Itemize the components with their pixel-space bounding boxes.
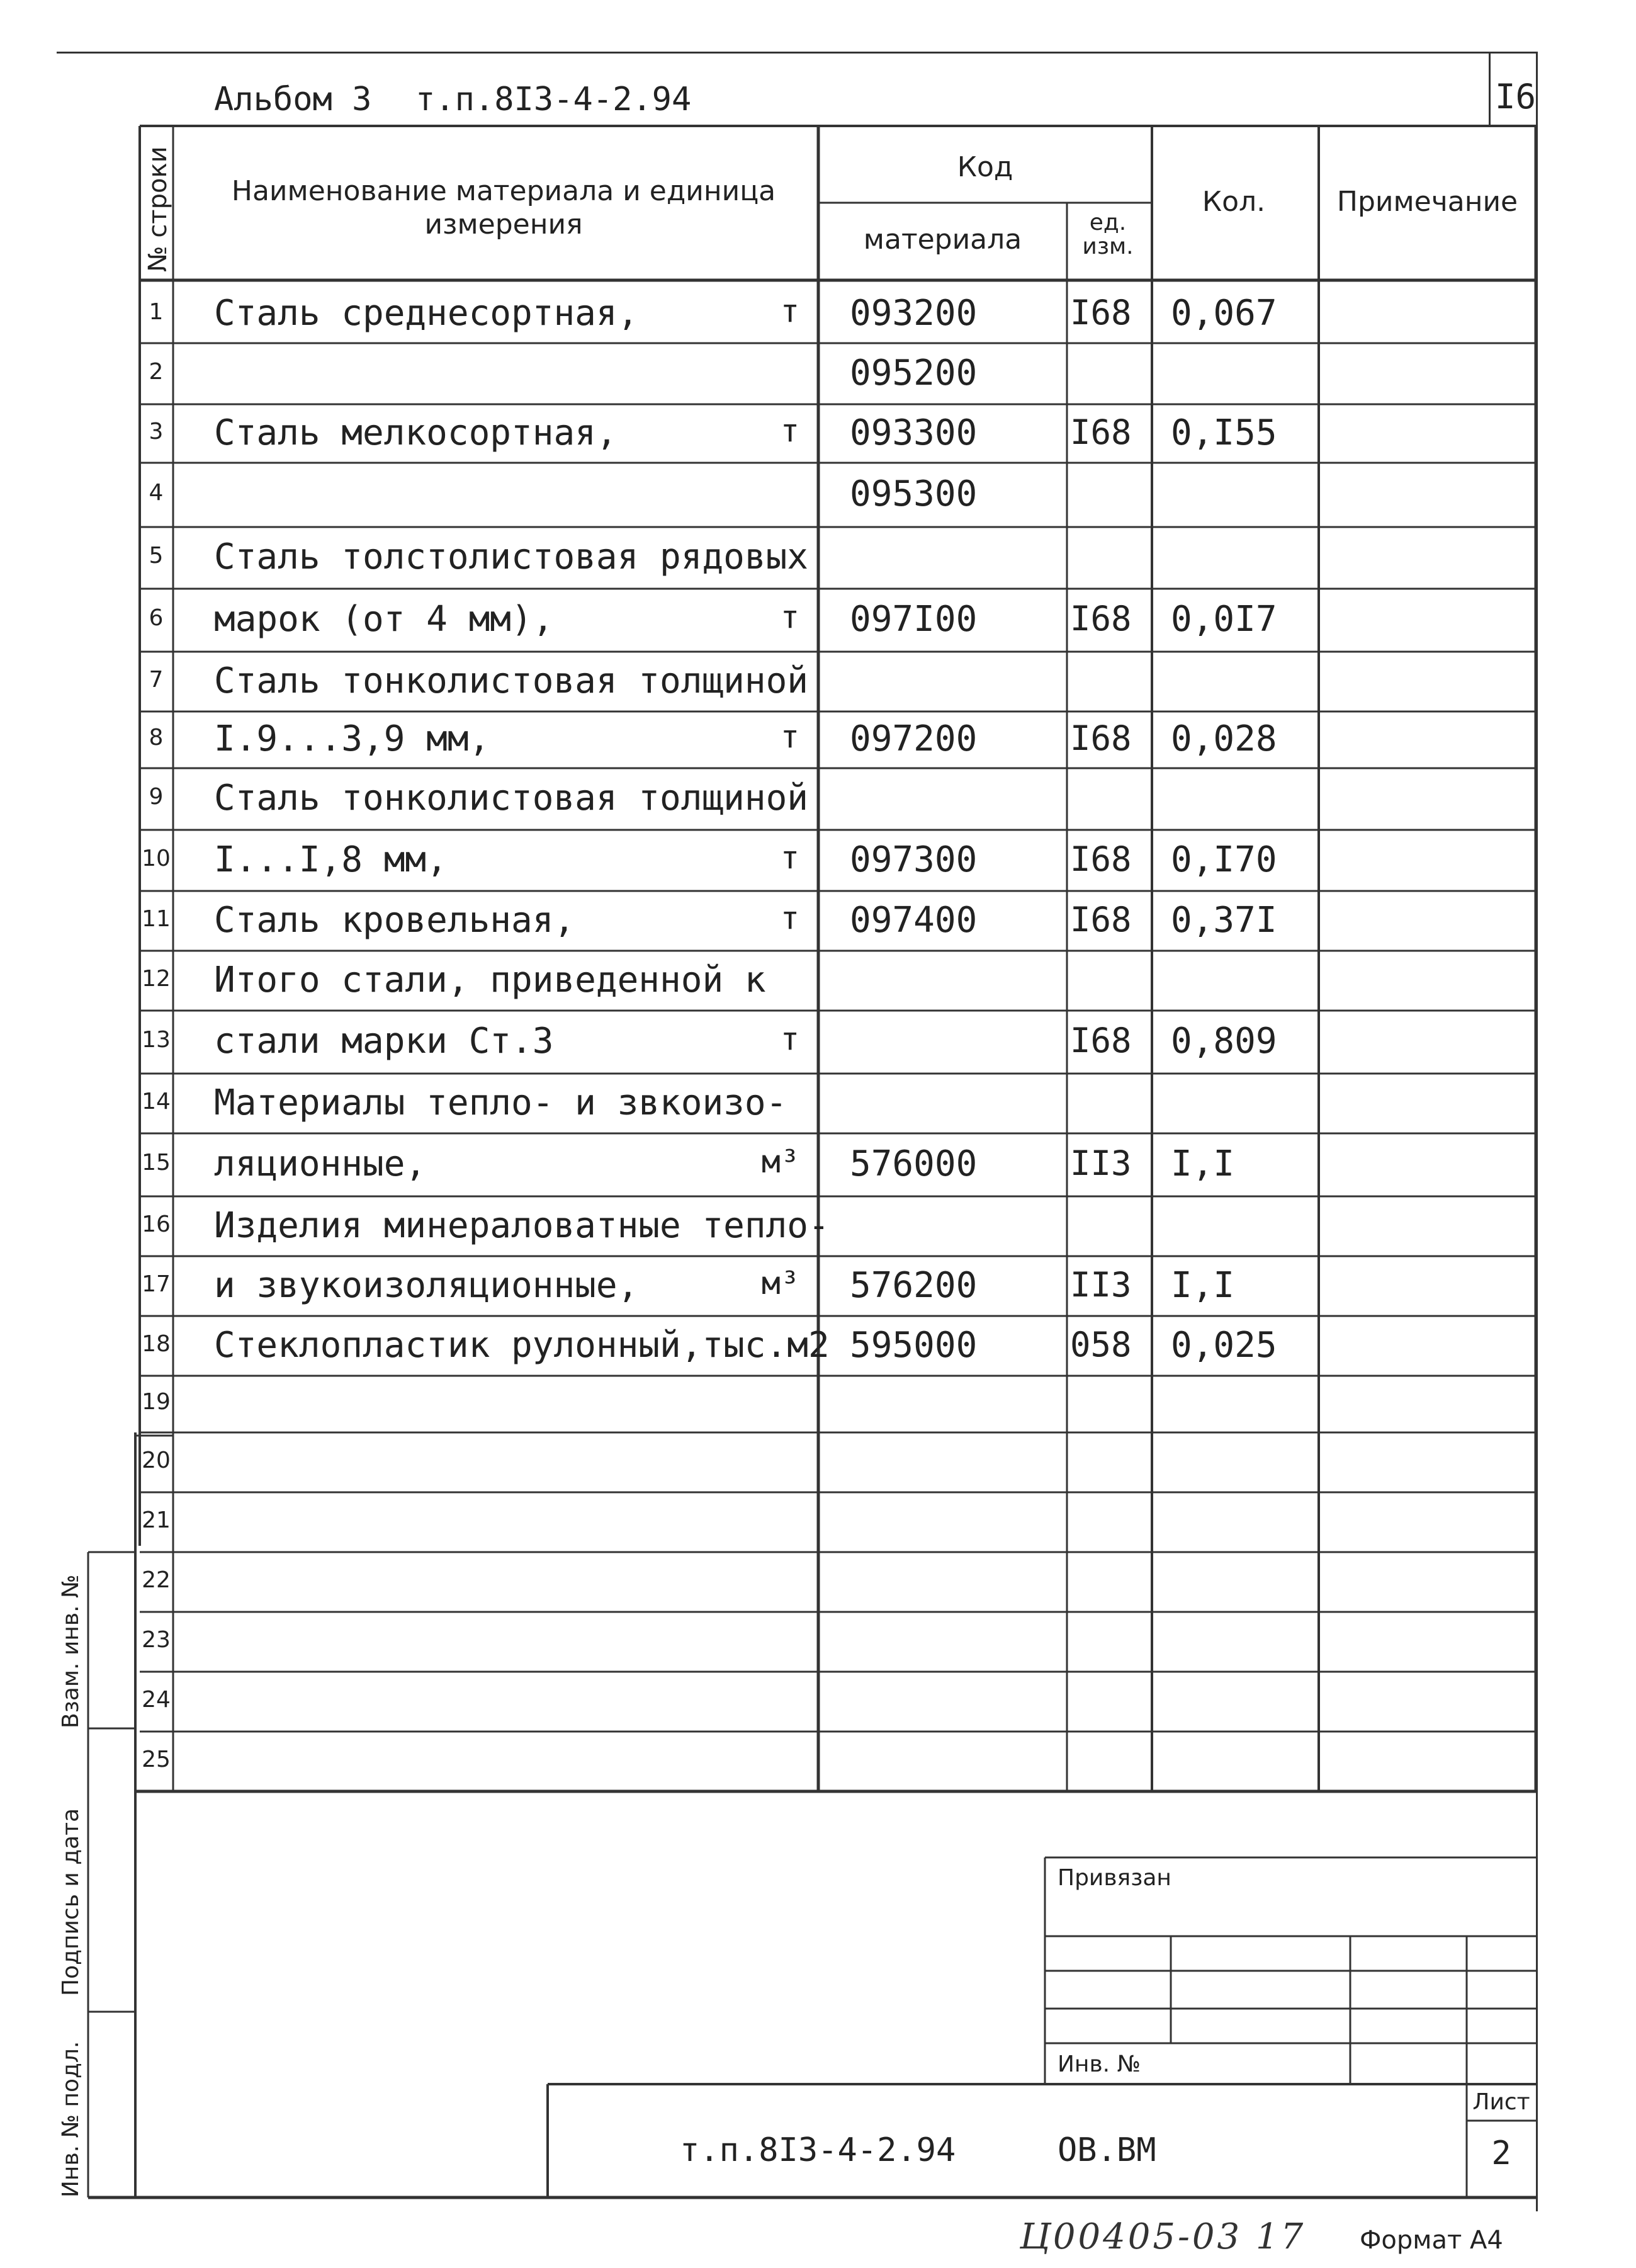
stamp-sheet-label: Лист [1472, 2089, 1530, 2115]
row-unit-code: I68 [1070, 718, 1132, 758]
row-number: 7 [149, 666, 164, 693]
row-material-name: и звукоизоляционные, [214, 1264, 639, 1306]
row-material-code: 576200 [850, 1264, 978, 1306]
row-unit-code: I68 [1070, 899, 1132, 939]
row-material-code: 097300 [850, 839, 978, 880]
header-note: Примечание [1336, 186, 1518, 218]
row-material-name: Сталь мелкосортная, [214, 412, 618, 453]
row-material-code: 095300 [850, 473, 978, 514]
row-material-name: Материалы тепло- и звкоизо- [214, 1082, 787, 1123]
stamp-designation: т.п.8I3-4-2.94 [680, 2131, 956, 2169]
row-number: 3 [149, 418, 164, 445]
row-material-name: марок (от 4 мм), [214, 599, 554, 640]
row-unit: т [780, 899, 799, 936]
row-number: 22 [142, 1567, 171, 1593]
row-unit: м³ [761, 1143, 799, 1180]
row-unit-code: II3 [1070, 1264, 1132, 1305]
row-quantity: 0,0I7 [1171, 599, 1277, 640]
header-qty: Кол. [1202, 186, 1266, 218]
row-number: 13 [142, 1027, 171, 1053]
project-code: т.п.8I3-4-2.94 [415, 81, 692, 118]
row-quantity: 0,025 [1171, 1324, 1277, 1366]
stamp-privyazan: Привязан [1058, 1865, 1171, 1891]
row-material-code: 595000 [850, 1324, 978, 1366]
side-label-inv-podl: Инв. № подл. [58, 2041, 84, 2197]
row-number: 5 [149, 543, 164, 569]
row-number: 2 [149, 358, 164, 385]
row-material-name: I.9...3,9 мм, [214, 718, 490, 759]
row-number: 11 [142, 905, 171, 932]
row-quantity: 0,I55 [1171, 412, 1277, 453]
row-material-code: 576000 [850, 1143, 978, 1184]
row-quantity: I,I [1171, 1143, 1235, 1184]
row-unit: м³ [761, 1264, 799, 1301]
row-unit-code: 058 [1070, 1324, 1132, 1364]
row-material-name: I...I,8 мм, [214, 839, 448, 880]
row-unit: т [780, 1021, 799, 1057]
row-number: 19 [142, 1389, 171, 1415]
stamp-sheet-number: 2 [1491, 2135, 1511, 2172]
row-number: 25 [142, 1746, 171, 1772]
row-number: 1 [149, 298, 164, 325]
page-number: I6 [1495, 77, 1537, 116]
row-material-name: Итого стали, приведенной к [214, 959, 766, 1001]
row-material-name: Стеклопластик рулонный,тыс.м2 [214, 1324, 830, 1366]
row-quantity: 0,028 [1171, 718, 1277, 759]
row-number: 9 [149, 784, 164, 810]
format-label: Формат А4 [1360, 2226, 1503, 2255]
album-label: Альбом 3 [214, 81, 372, 118]
row-unit: т [780, 412, 799, 449]
row-material-code: 095200 [850, 352, 978, 394]
row-number: 8 [149, 725, 164, 751]
header-code-unit: ед. изм. [1082, 210, 1134, 259]
row-unit-code: I68 [1070, 599, 1132, 638]
row-quantity: I,I [1171, 1264, 1235, 1306]
row-number: 24 [142, 1686, 171, 1713]
row-quantity: 0,809 [1171, 1021, 1277, 1062]
side-label-podpis-data: Подпись и дата [58, 1808, 84, 1996]
row-quantity: 0,37I [1171, 899, 1277, 941]
handwritten-archive-number: Ц00405-03 17 [1020, 2216, 1306, 2257]
row-unit: т [780, 839, 799, 876]
row-material-code: 097400 [850, 899, 978, 941]
header-code-material: материала [863, 224, 1022, 256]
header-name [189, 175, 818, 242]
row-unit-code: I68 [1070, 839, 1132, 879]
row-material-name: стали марки Ст.3 [214, 1021, 554, 1062]
row-material-name: Сталь тонколистовая толщиной [214, 660, 809, 701]
row-unit: т [780, 718, 799, 755]
row-material-code: 093200 [850, 292, 978, 334]
row-number: 12 [142, 965, 171, 992]
row-material-name: Сталь кровельная, [214, 899, 575, 941]
row-material-name: Сталь тонколистовая толщиной [214, 778, 809, 819]
side-label-vzam-inv: Взам. инв. № [58, 1574, 84, 1728]
row-unit: т [780, 292, 799, 329]
row-unit-code: I68 [1070, 292, 1132, 332]
row-number: 21 [142, 1507, 171, 1533]
row-unit: т [780, 599, 799, 635]
row-number: 15 [142, 1150, 171, 1176]
row-material-name: Изделия минераловатные тепло- [214, 1205, 830, 1246]
row-number: 14 [142, 1088, 171, 1114]
header-rownum: № строки [144, 146, 172, 272]
stamp-doc-code: ОВ.ВМ [1058, 2131, 1156, 2169]
header-name-text: Наименование материала и единица измерения [231, 175, 776, 241]
row-unit-code: II3 [1070, 1143, 1132, 1183]
row-material-code: 093300 [850, 412, 978, 453]
row-number: 6 [149, 605, 164, 631]
row-number: 17 [142, 1271, 171, 1297]
row-material-name: ляционные, [214, 1143, 427, 1184]
row-number: 18 [142, 1330, 171, 1357]
row-number: 23 [142, 1626, 171, 1653]
row-number: 20 [142, 1447, 171, 1473]
row-number: 10 [142, 845, 171, 871]
row-unit-code: I68 [1070, 1021, 1132, 1060]
row-number: 16 [142, 1211, 171, 1237]
row-material-code: 097200 [850, 718, 978, 759]
row-quantity: 0,I70 [1171, 839, 1277, 880]
row-quantity: 0,067 [1171, 292, 1277, 334]
row-unit-code: I68 [1070, 412, 1132, 452]
header-code: Код [957, 151, 1013, 183]
row-material-code: 097I00 [850, 599, 978, 640]
row-material-name: Сталь среднесортная, [214, 292, 639, 334]
stamp-inv-no: Инв. № [1058, 2051, 1141, 2077]
row-material-name: Сталь толстолистовая рядовых [214, 536, 809, 577]
row-number: 4 [149, 480, 164, 506]
